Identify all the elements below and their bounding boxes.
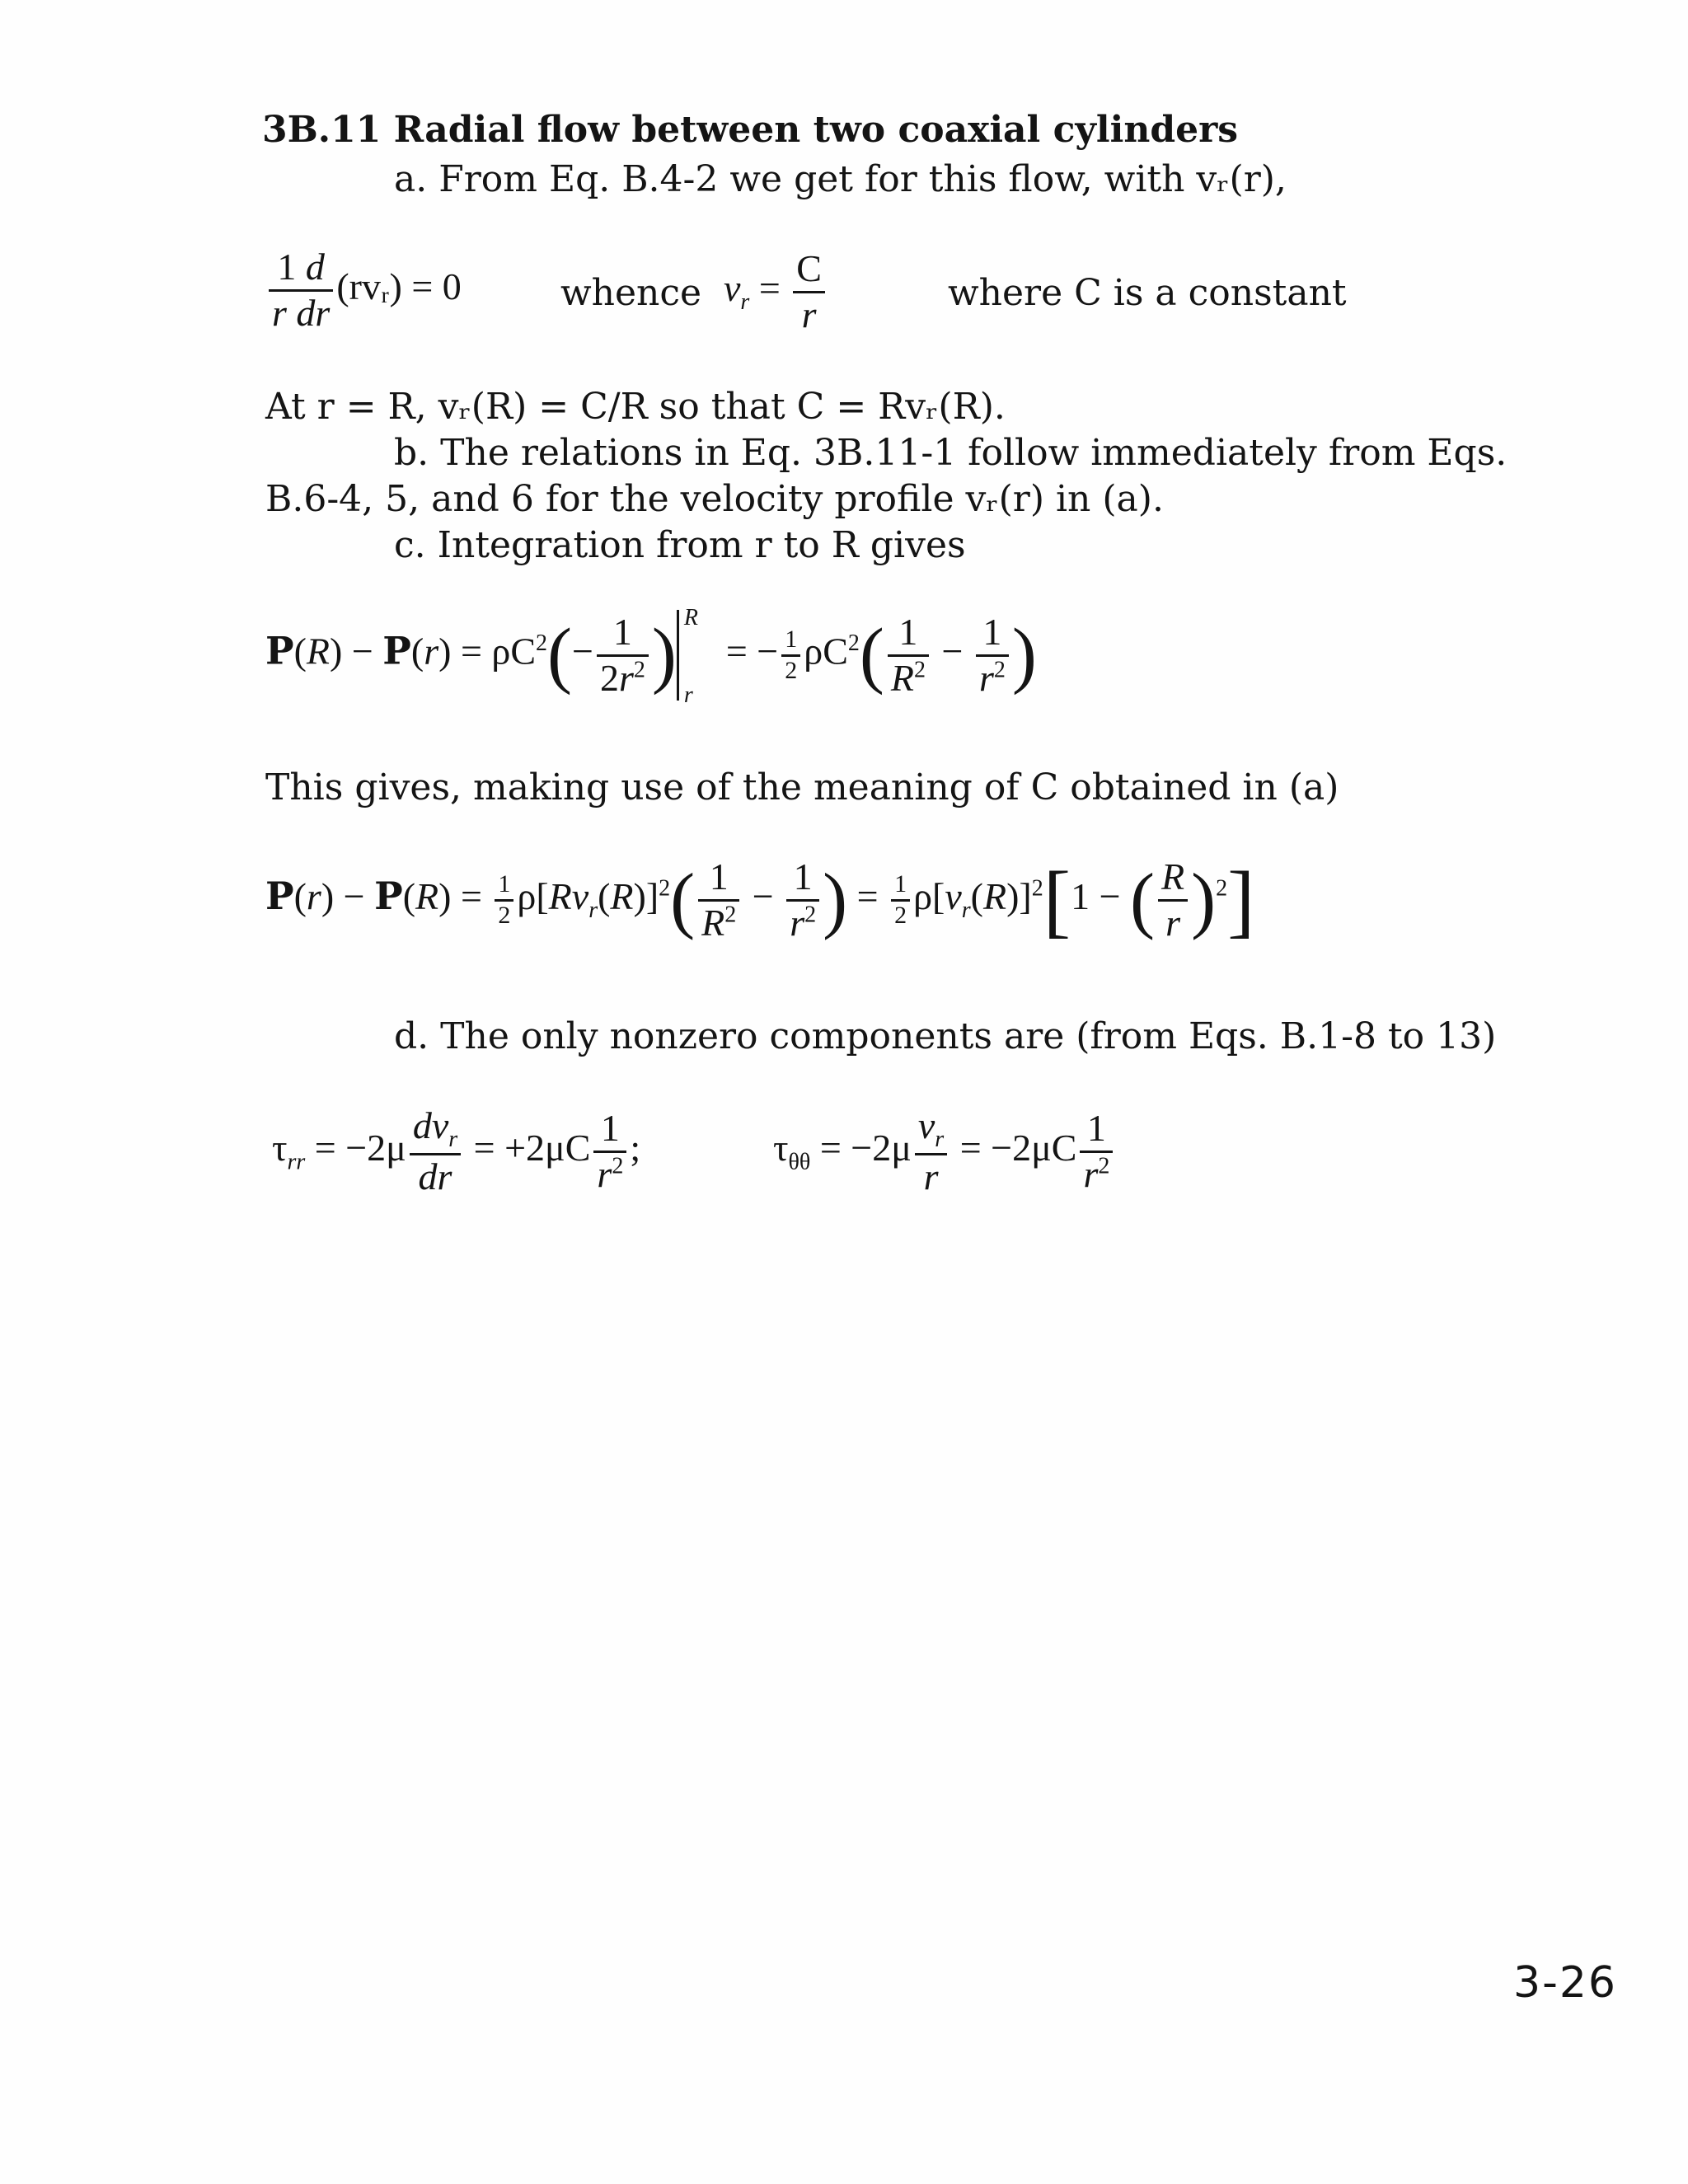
part-d: d. The only nonzero components are (from Eqs. B.1-8 to 13) — [394, 1015, 1497, 1057]
equation-continuity: $\frac{1 d}{\text{r dr}}$ (rvᵣ) = 0 — [265, 246, 462, 335]
part-b-line2: B.6-4, 5, and 6 for the velocity profile vᵣ(r) in (a). — [265, 478, 1164, 520]
equation-tau-thetatheta: $\tau_{\theta\theta} = -2\mu$ $\frac{v_r}{r}$ = −2μC $\frac{1}{r^2}$ — [773, 1104, 1116, 1199]
equation-continuity-lhs: (rvᵣ) = 0 — [336, 265, 462, 307]
whence-text: whence — [560, 272, 702, 314]
section-heading: 3B.11 Radial flow between two coaxial cylinders — [262, 109, 1239, 151]
part-c: c. Integration from r to R gives — [394, 524, 966, 566]
this-gives-text: This gives, making use of the meaning of C obtained in (a) — [265, 766, 1339, 808]
equation-pressure-result: P(r) − P(R) = $\frac{1}{2}$ $\rho[Rv_r(R)]^2$( $\frac{1}{R^2}$ − $\frac{1}{r^2}$ ) = $\frac{1}{2}$ $\rho[v_r(R)]^2[1$ − ( $\frac{R}{r}$ )$^2$] — [265, 854, 1255, 946]
equation-vr: $v_r$ = $\frac{C}{r}$ — [724, 247, 828, 337]
page-number: 3-26 — [1513, 1958, 1618, 2008]
part-b-line1: b. The relations in Eq. 3B.11-1 follow immediately from Eqs. — [394, 432, 1507, 474]
part-a-intro: a. From Eq. B.4-2 we get for this flow, with vᵣ(r), — [394, 158, 1287, 200]
constant-note: where C is a constant — [948, 272, 1347, 314]
equation-pressure-integral: $P(R) - P(r) = \rho C^2(-$ $\frac{1}{2r^2}$ ) R r = − $\frac{1}{2}$ $\rho C^2$( $\frac{1}{R^2}$ − $\frac{1}{r^2}$ ) — [265, 605, 1037, 708]
equation-tau-rr: $\tau_{rr} = -2\mu$ $\frac{dv_r}{dr}$ = +2μC $\frac{1}{r^2}$ ; — [272, 1104, 641, 1198]
paragraph-at-r: At r = R, vᵣ(R) = C/R so that C = Rvᵣ(R). — [265, 386, 1006, 428]
